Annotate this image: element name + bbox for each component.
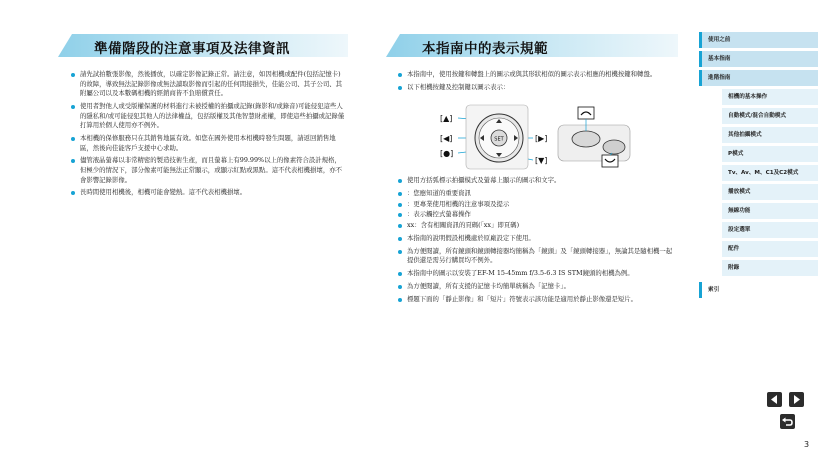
up-key-label: [▲]	[440, 114, 453, 123]
list-item: 以下相機按鍵及控制鍵以圖示表示：	[397, 83, 675, 93]
sidebar-item-auto-mode[interactable]: 自動模式/混合自動模式	[722, 108, 818, 124]
section-heading-conventions: 本指南中的表示規範	[386, 34, 678, 57]
list-item: 請先試拍數張影像，然後播放，以確定影像記錄正常。請注意，如因相機或配件(包括記憶卡)的故障，導致無法記錄影像或無法讀取影像而引起的任何間接損失，佳能公司、其子公司、其附屬公司以及本數碼相機的經銷商皆不負賠償責任。	[70, 70, 346, 99]
sidebar-item-accessories[interactable]: 配件	[722, 241, 818, 257]
set-button-label: SET	[494, 136, 504, 143]
sidebar-item-p-mode[interactable]: P模式	[722, 146, 818, 162]
list-item: ：您應知道的重要資訊	[397, 189, 675, 199]
list-item: ：表示觸控式螢幕操作	[397, 210, 675, 220]
list-item: 本指南的說明假設相機處於原廠設定下使用。	[397, 234, 675, 244]
list-item: 本指南中的圖示以安裝了EF-M 15-45mm f/3.5-6.3 IS STM鏡頭的相機為例。	[397, 269, 675, 279]
sidebar-item-playback[interactable]: 播放模式	[722, 184, 818, 200]
next-page-button[interactable]	[789, 392, 804, 407]
previous-page-icon	[767, 392, 782, 407]
sidebar-item-camera-basics[interactable]: 相機的基本操作	[722, 89, 818, 105]
sidebar-item-wireless[interactable]: 無線功能	[722, 203, 818, 219]
list-item: 為方便閱讀，所有鏡頭和鏡頭轉接器均簡稱為「鏡頭」及「鏡頭轉接器」，無論其是隨相機一起提供還是需另行購買均不例外。	[397, 247, 675, 266]
right-key-label: [▶]	[535, 134, 548, 143]
next-page-icon	[789, 392, 804, 407]
list-item: 標題下面的「靜止影像」和「短片」符號表示該功能是適用於靜止影像還是短片。	[397, 295, 675, 305]
list-item: 本相機的保修服務只在其銷售地區有效。如您在國外使用本相機時發生問題，請返回銷售地區，然後向佳能客戶支援中心求助。	[70, 134, 346, 153]
sidebar-item-before-use[interactable]: 使用之前	[699, 32, 818, 48]
right-top-bullet-list	[397, 70, 675, 96]
list-item: 長時間使用相機後，相機可能會變熱。這不代表相機損壞。	[70, 188, 346, 198]
sidebar-item-index[interactable]: 索引	[699, 282, 818, 298]
control-dial-icon	[466, 105, 528, 169]
list-item: 本指南中，使用按鍵和轉盤上的圖示或與其形狀相似的圖示表示相應的相機按鍵和轉盤。	[397, 70, 675, 80]
list-item: 使用方括弧標示拍攝模式及螢幕上顯示的圖示和文字。	[397, 176, 675, 186]
down-key-label: [▼]	[535, 156, 548, 165]
sidebar-item-advanced-guide[interactable]: 進階指南	[699, 70, 818, 86]
set-key-label: [●]	[440, 149, 454, 158]
main-dial-icon	[558, 107, 630, 167]
camera-controls-illustration	[436, 103, 636, 171]
sidebar-item-setup-menu[interactable]: 設定選單	[722, 222, 818, 238]
sidebar-nav	[699, 32, 818, 301]
list-item: 使用者對他人或受版權保護的材料進行未被授權的拍攝或記錄(錄影和/或錄音)可能侵犯這些人的隱私和/或可能侵犯其他人的法律權益，包括版權及其他智慧財產權，即使這些拍攝或記錄僅打算用於個人使用亦不例外。	[70, 102, 346, 131]
sidebar-item-tv-av-m[interactable]: Tv、Av、M、C1及C2模式	[722, 165, 818, 181]
list-item: xx：含有相關資訊的頁碼(「xx」即頁碼)	[397, 221, 675, 231]
list-item: ：更專業使用相機的注意事項及提示	[397, 200, 675, 210]
return-icon	[780, 414, 795, 429]
sidebar-item-other-modes[interactable]: 其他拍攝模式	[722, 127, 818, 143]
left-bullet-list	[70, 70, 346, 201]
sidebar-item-basic-guide[interactable]: 基本指南	[699, 51, 818, 67]
list-item: 為方便閱讀，所有支援的記憶卡均簡單統稱為「記憶卡」。	[397, 282, 675, 292]
list-item: 儘管液晶螢幕以非常精密的製造技術生產，而且螢幕上有99.99%以上的像素符合設計規格，但極少的情況下，部分像素可能無法正常顯示，或顯示紅點或黑點。這不代表相機損壞，亦不會影響記錄影像。	[70, 156, 346, 185]
previous-page-button[interactable]	[767, 392, 782, 407]
right-bottom-bullet-list	[397, 176, 675, 307]
sidebar-item-appendix[interactable]: 附錄	[722, 260, 818, 276]
left-key-label: [◀]	[440, 134, 453, 143]
section-heading-preparation: 準備階段的注意事項及法律資訊	[58, 34, 348, 57]
return-button[interactable]	[780, 414, 795, 429]
page-number: 3	[804, 440, 810, 449]
